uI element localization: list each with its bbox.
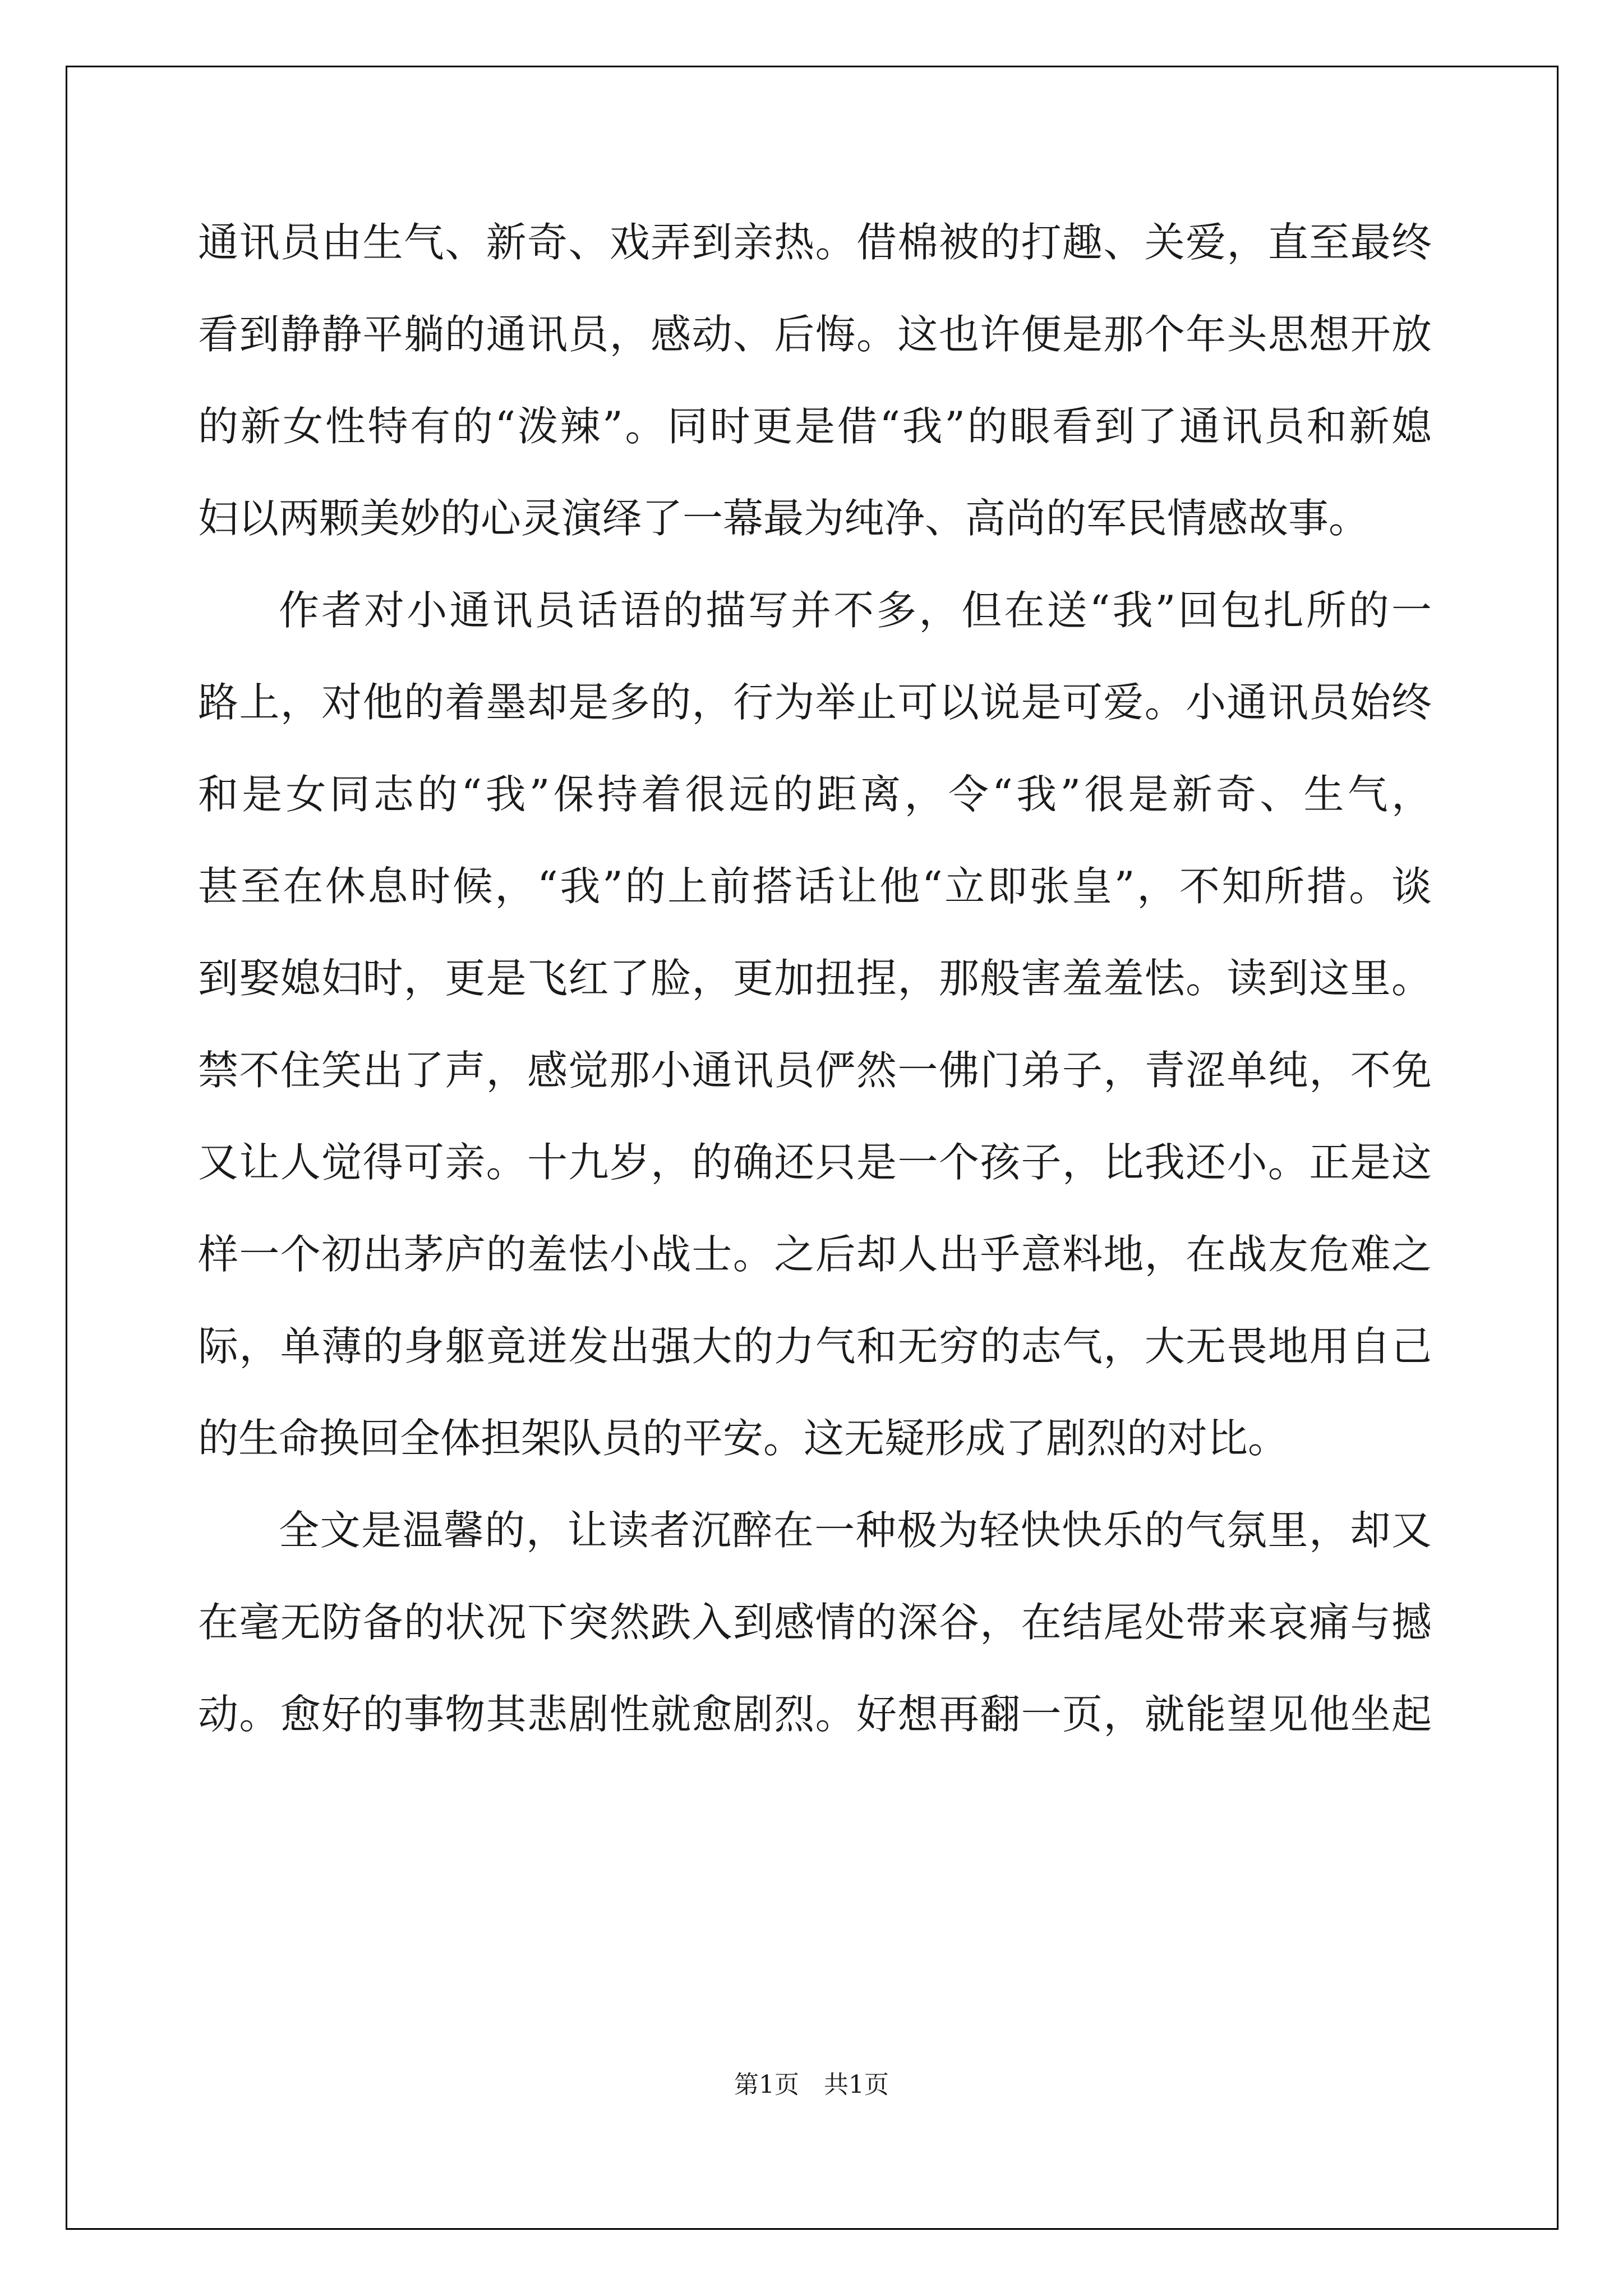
paragraph-start-line: 全文是温馨的，让读者沉醉在一种极为轻快快乐的气氛里，却又 — [279, 1507, 1432, 1554]
text-line: 禁不住笑出了声，感觉那小通讯员俨然一佛门弟子，青涩单纯，不免 — [198, 1047, 1432, 1094]
text-line: 样一个初出茅庐的羞怯小战士。之后却人出乎意料地，在战友危难之 — [198, 1231, 1432, 1278]
text-line: 的新女性特有的“泼辣”。同时更是借“我”的眼看到了通讯员和新媳 — [198, 403, 1432, 450]
page-footer — [0, 2064, 1623, 2100]
text-line: 的生命换回全体担架队员的平安。这无疑形成了剧烈的对比。 — [198, 1415, 1289, 1462]
paragraph-start-line: 作者对小通讯员话语的描写并不多，但在送“我”回包扎所的一 — [279, 587, 1432, 634]
text-line: 路上，对他的着墨却是多的，行为举止可以说是可爱。小通讯员始终 — [198, 679, 1432, 726]
page-number-total: 共1页 — [824, 2070, 889, 2099]
text-line: 妇以两颗美妙的心灵演绎了一幕最为纯净、高尚的军民情感故事。 — [198, 495, 1370, 542]
text-line: 又让人觉得可亲。十九岁，的确还只是一个孩子，比我还小。正是这 — [198, 1139, 1432, 1186]
text-line: 际，单薄的身躯竟迸发出强大的力气和无穷的志气，大无畏地用自己 — [198, 1323, 1432, 1370]
text-line: 和是女同志的“我”保持着很远的距离，令“我”很是新奇、生气， — [198, 771, 1432, 818]
text-line: 通讯员由生气、新奇、戏弄到亲热。借棉被的打趣、关爱，直至最终 — [198, 219, 1432, 266]
document-body — [198, 196, 1432, 1760]
text-line: 看到静静平躺的通讯员，感动、后悔。这也许便是那个年头思想开放 — [198, 311, 1432, 358]
text-line: 到娶媳妇时，更是飞红了脸，更加扭捏，那般害羞羞怯。读到这里。 — [198, 955, 1432, 1002]
text-line: 动。愈好的事物其悲剧性就愈剧烈。好想再翻一页，就能望见他坐起 — [198, 1691, 1432, 1738]
text-line: 在毫无防备的状况下突然跌入到感情的深谷，在结尾处带来哀痛与撼 — [198, 1599, 1432, 1646]
page-number-current: 第1页 — [734, 2070, 799, 2099]
text-line: 甚至在休息时候，“我”的上前搭话让他“立即张皇”，不知所措。谈 — [198, 863, 1432, 910]
